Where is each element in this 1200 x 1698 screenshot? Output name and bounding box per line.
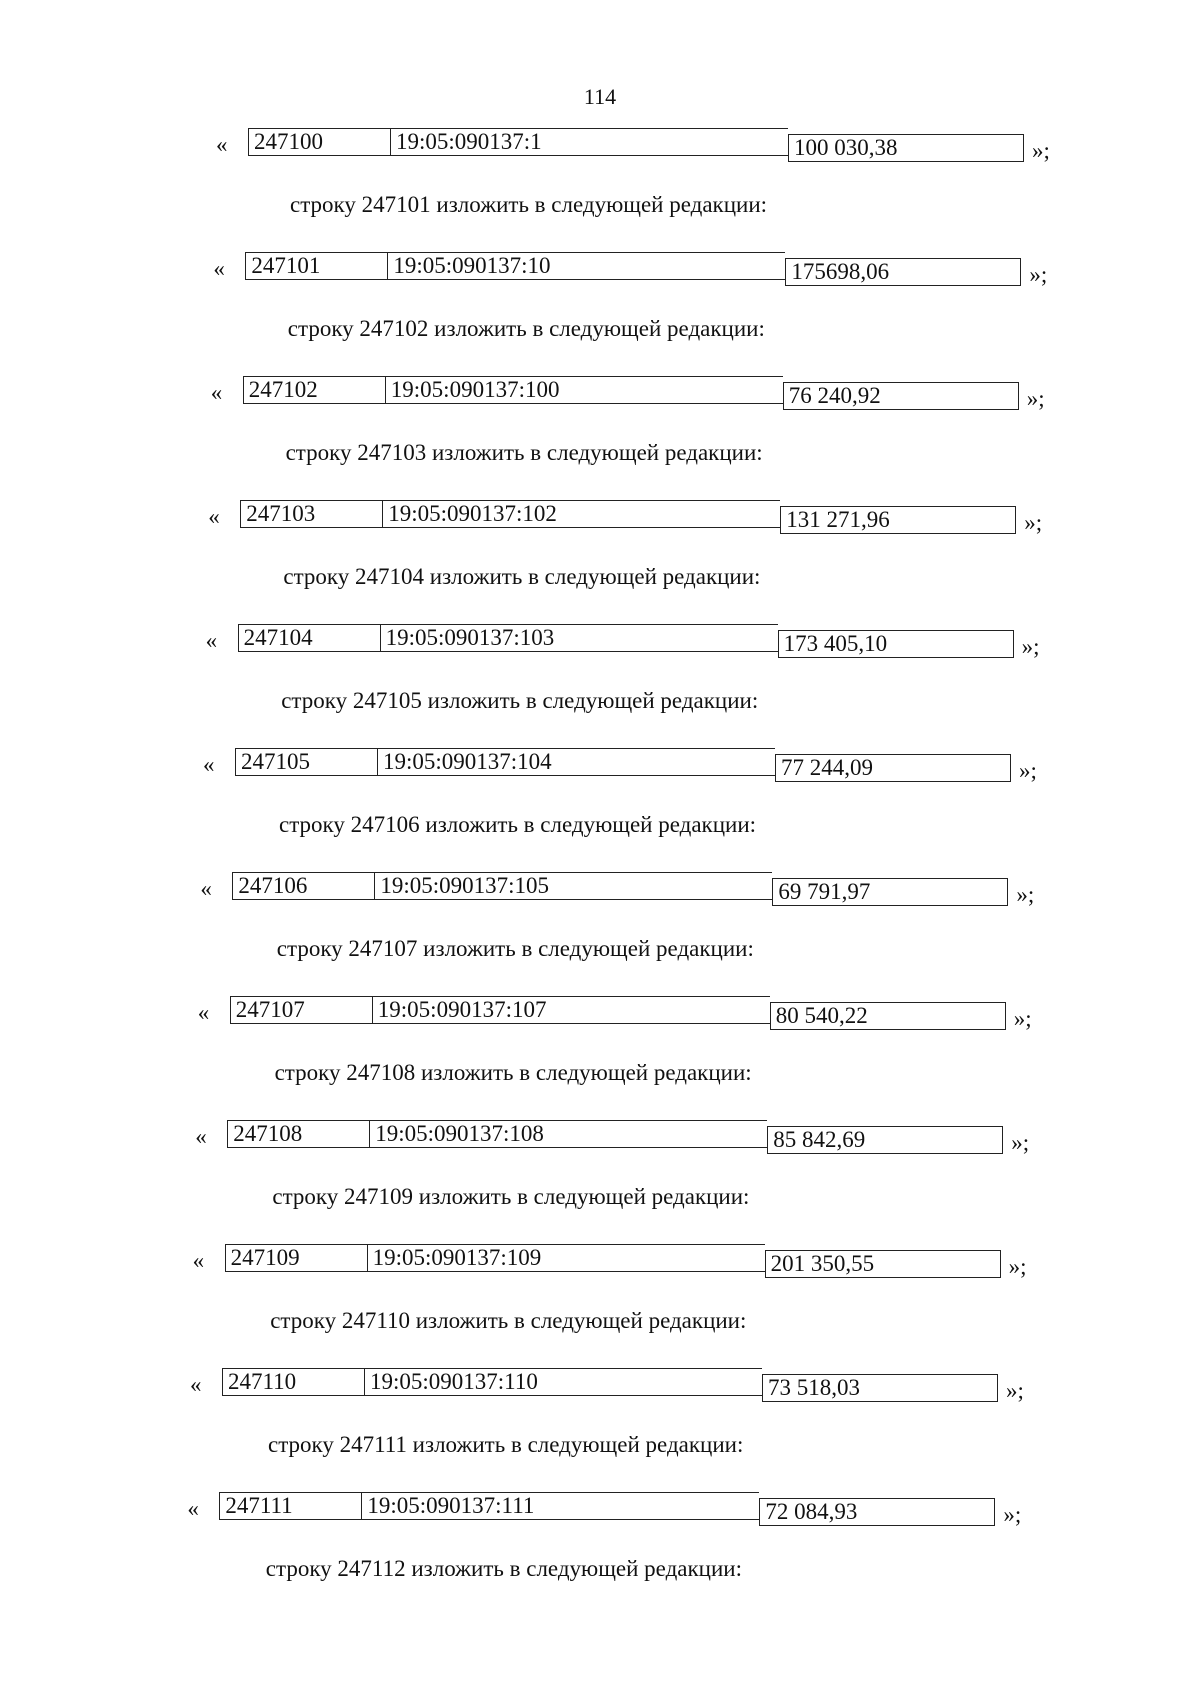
amendment-instruction: строку 247102 изложить в следующей редакции:: [287, 316, 765, 341]
amendment-instruction: строку 247104 изложить в следующей редакции:: [283, 564, 761, 589]
cadastral-number-cell: 19:05:090137:100: [385, 376, 783, 404]
row-number-cell: 247110: [222, 1368, 364, 1396]
table-row: [192, 1244, 1049, 1279]
table-row: [216, 128, 1072, 163]
cadastral-number-cell: 19:05:090137:104: [377, 748, 775, 776]
amendment-instruction: строку 247108 изложить в следующей редакции:: [274, 1060, 752, 1085]
table-row: [190, 1368, 1046, 1403]
value-cell: 175698,06: [785, 258, 1021, 286]
row-number-cell: 247101: [245, 252, 387, 280]
closing-quote: »;: [1026, 386, 1045, 411]
row-number-cell: 247109: [225, 1244, 367, 1272]
closing-quote: »;: [1029, 262, 1048, 287]
opening-quote: «: [192, 1248, 205, 1273]
row-number-cell: 247103: [240, 500, 382, 528]
cadastral-number-cell: 19:05:090137:103: [380, 624, 778, 652]
opening-quote: «: [205, 628, 218, 653]
cadastral-number-cell: 19:05:090137:107: [372, 996, 770, 1024]
value-cell: 80 540,22: [770, 1002, 1006, 1030]
table-row: [187, 1492, 1043, 1527]
amendment-instruction: строку 247112 изложить в следующей редакции:: [265, 1556, 742, 1581]
value-cell: 73 518,03: [762, 1374, 998, 1402]
closing-quote: »;: [1024, 510, 1043, 535]
table-row: [208, 500, 1064, 535]
closing-quote: »;: [1021, 634, 1040, 659]
closing-quote: »;: [1016, 882, 1035, 907]
row-number-cell: 247100: [248, 128, 390, 156]
value-cell: 173 405,10: [778, 630, 1014, 658]
opening-quote: «: [210, 380, 223, 405]
amendment-instruction: строку 247111 изложить в следующей редакции:: [268, 1432, 744, 1457]
closing-quote: »;: [1019, 758, 1037, 783]
opening-quote: «: [195, 1124, 207, 1149]
closing-quote: »;: [1032, 138, 1050, 163]
table-row: [197, 996, 1054, 1031]
closing-quote: »;: [1008, 1254, 1027, 1279]
row-number-cell: 247108: [227, 1120, 369, 1148]
cadastral-number-cell: 19:05:090137:110: [364, 1368, 762, 1396]
closing-quote: »;: [1013, 1006, 1032, 1031]
table-row: [195, 1120, 1051, 1155]
row-number-cell: 247111: [219, 1492, 361, 1520]
value-cell: 201 350,55: [765, 1250, 1001, 1278]
cadastral-number-cell: 19:05:090137:10: [387, 252, 785, 280]
cadastral-number-cell: 19:05:090137:108: [369, 1120, 767, 1148]
cadastral-number-cell: 19:05:090137:111: [361, 1492, 759, 1520]
amendment-instruction: строку 247101 изложить в следующей редакции:: [290, 192, 768, 217]
closing-quote: »;: [1011, 1130, 1030, 1155]
cadastral-number-cell: 19:05:090137:102: [382, 500, 780, 528]
amendment-instruction: строку 247107 изложить в следующей редакции:: [276, 936, 754, 961]
amendment-instruction: строку 247106 изложить в следующей редакции:: [279, 812, 757, 837]
opening-quote: «: [197, 1000, 210, 1025]
cadastral-number-cell: 19:05:090137:109: [367, 1244, 765, 1272]
table-row: [213, 252, 1069, 287]
row-number-cell: 247106: [232, 872, 374, 900]
opening-quote: «: [190, 1372, 202, 1397]
cadastral-number-cell: 19:05:090137:1: [390, 128, 788, 156]
amendment-instruction: строку 247105 изложить в следующей редакции:: [281, 688, 759, 713]
amendment-instruction: строку 247103 изложить в следующей редакции:: [285, 440, 763, 465]
value-cell: 131 271,96: [780, 506, 1016, 534]
value-cell: 85 842,69: [767, 1126, 1003, 1154]
row-number-cell: 247104: [238, 624, 380, 652]
closing-quote: »;: [1006, 1378, 1024, 1403]
value-cell: 77 244,09: [775, 754, 1011, 782]
opening-quote: «: [213, 256, 225, 281]
table-row: [205, 624, 1062, 659]
opening-quote: «: [216, 132, 228, 157]
row-number-cell: 247105: [235, 748, 377, 776]
opening-quote: «: [200, 876, 212, 901]
row-number-cell: 247107: [230, 996, 372, 1024]
table-row: [200, 872, 1056, 907]
closing-quote: »;: [1003, 1502, 1022, 1527]
amendment-instruction: строку 247110 изложить в следующей редакции:: [270, 1308, 747, 1333]
value-cell: 69 791,97: [772, 878, 1008, 906]
value-cell: 72 084,93: [759, 1498, 995, 1526]
value-cell: 76 240,92: [783, 382, 1019, 410]
value-cell: 100 030,38: [788, 134, 1024, 162]
opening-quote: «: [187, 1496, 199, 1521]
table-row: [203, 748, 1059, 783]
cadastral-number-cell: 19:05:090137:105: [374, 872, 772, 900]
page-number: 114: [583, 84, 617, 109]
table-row: [210, 376, 1067, 411]
amendment-instruction: строку 247109 изложить в следующей редакции:: [272, 1184, 750, 1209]
row-number-cell: 247102: [243, 376, 385, 404]
opening-quote: «: [203, 752, 215, 777]
opening-quote: «: [208, 504, 220, 529]
